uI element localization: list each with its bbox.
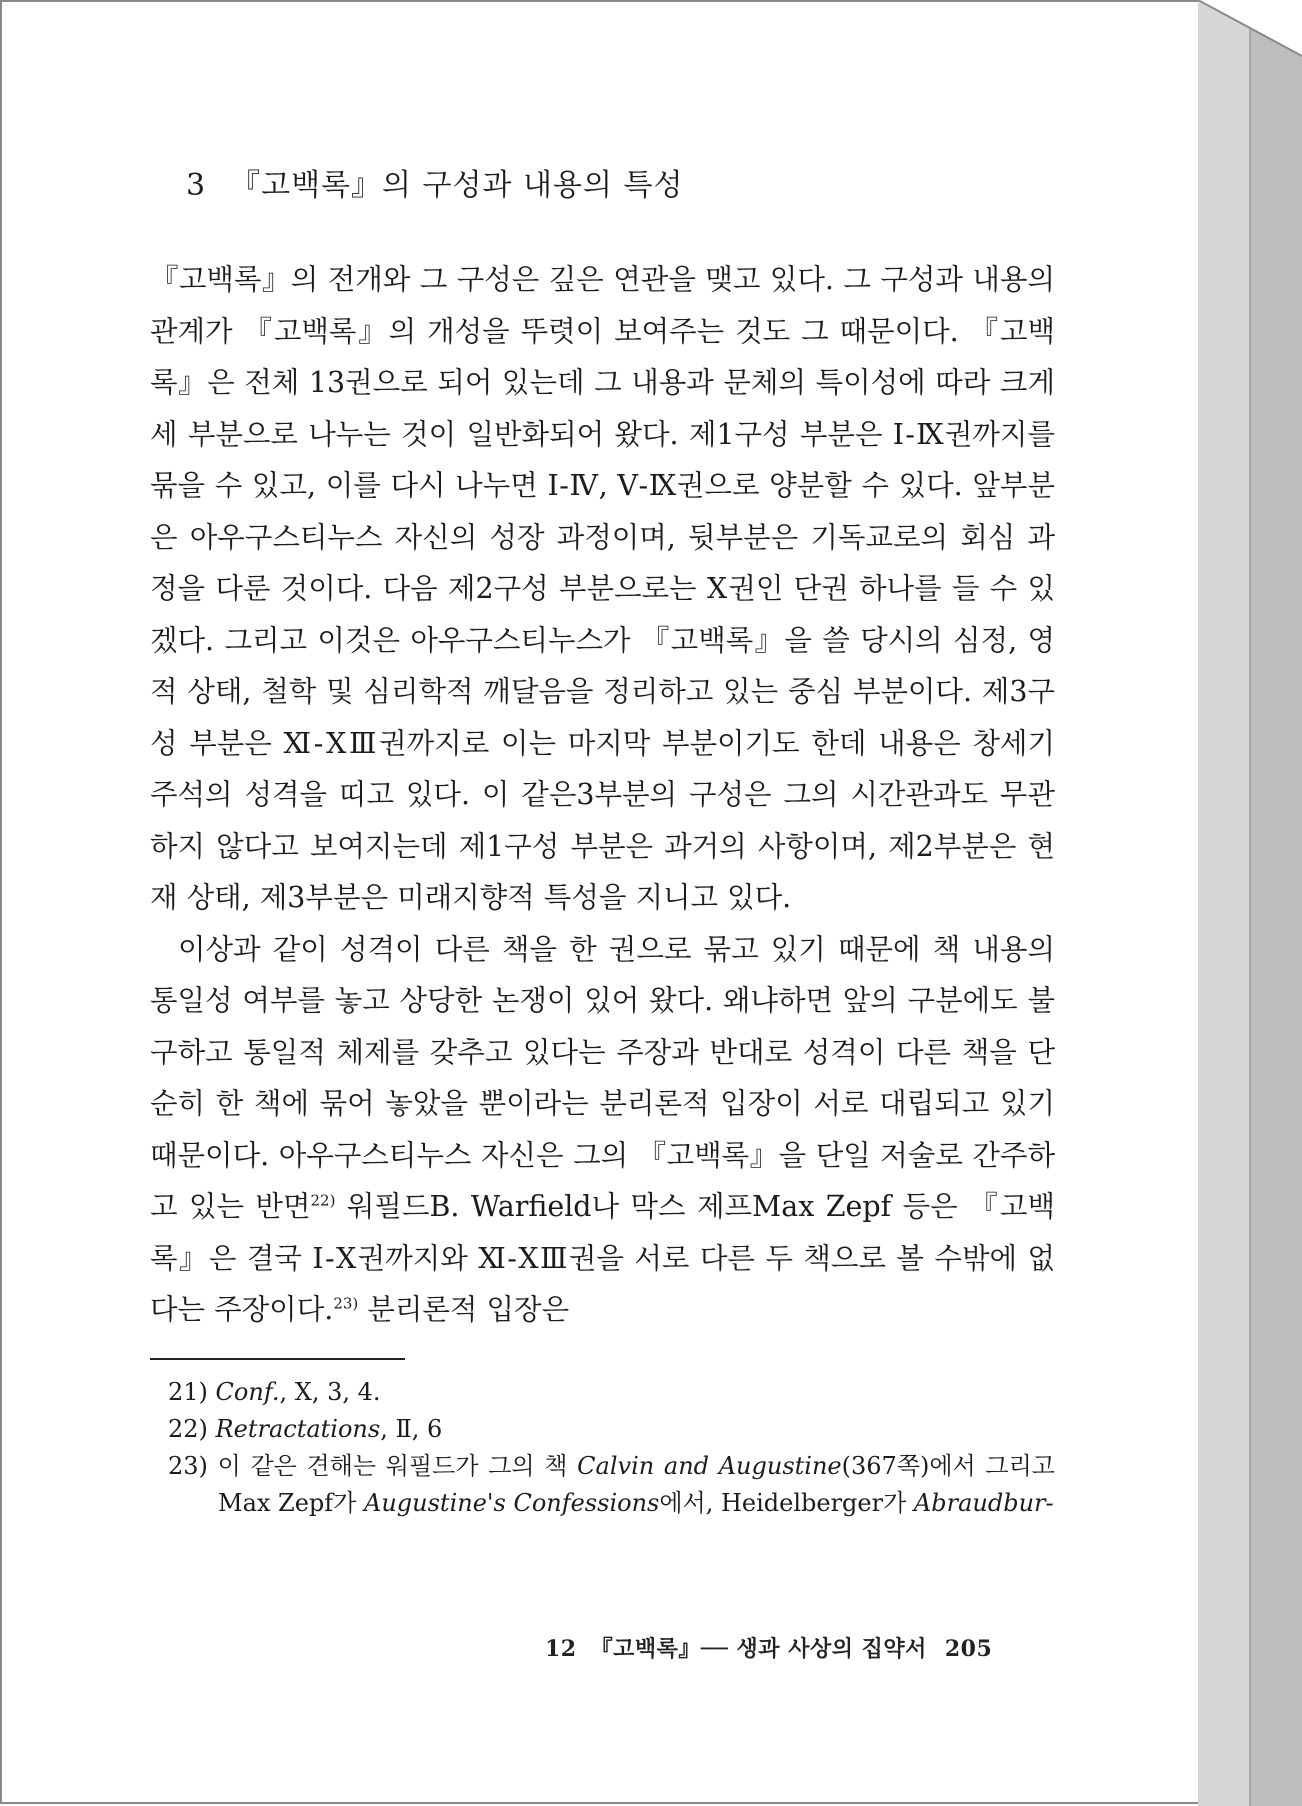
footnote-22-title: Retractations: [215, 1414, 381, 1443]
book-spine: [1198, 0, 1302, 1806]
footnote-23-number: 23): [168, 1451, 208, 1480]
footnote-23: [160, 1448, 1055, 1522]
footnote-ref-22: 22): [310, 1191, 336, 1210]
section-heading: [186, 160, 1055, 204]
chapter-title: 『고백록』── 생과 사상의 집약서: [590, 1636, 927, 1662]
footnote-22-number: 22): [168, 1414, 208, 1443]
running-footer: [545, 1632, 992, 1663]
footnote-21-ref: , Ⅹ, 3, 4.: [279, 1377, 381, 1406]
paragraph-2: [150, 924, 1055, 1336]
footnote-23-book-2: Augustine's Confessions: [364, 1488, 660, 1517]
footnote-divider: [150, 1358, 405, 1360]
page-content: [150, 160, 1055, 1522]
footnote-ref-23: 23): [333, 1294, 359, 1313]
section-number: 3: [186, 168, 207, 203]
section-title: 『고백록』의 구성과 내용의 특성: [230, 168, 684, 203]
spine-fold: [1198, 0, 1250, 1806]
footnote-21: [160, 1374, 1055, 1411]
paragraph-2-part3: 분리론적 입장은: [358, 1293, 570, 1326]
footnote-22: [160, 1411, 1055, 1448]
footnote-23-text-3: 에서, Heidelberger가: [659, 1488, 914, 1517]
footnote-23-text-2: (367쪽)에서 그리고 Max Zepf가: [218, 1451, 1055, 1517]
footnote-21-title: Conf.: [215, 1377, 280, 1406]
chapter-number: 12: [545, 1636, 577, 1662]
spine-side: [1250, 28, 1302, 1806]
paragraph-2-part2: 워필드B. Warfield나 막스 제프Max Zepf 등은 『고백록』은 결국 Ⅰ-Ⅹ권까지와 Ⅺ-ⅩⅢ권을 서로 다른 두 책으로 볼 수밖에 없다는 주장이다.: [150, 1190, 1055, 1326]
footnote-23-text-1: 이 같은 견해는 워필드가 그의 책: [217, 1451, 578, 1480]
footnote-21-number: 21): [168, 1377, 208, 1406]
paragraph-2-part1: 이상과 같이 성격이 다른 책을 한 권으로 묶고 있기 때문에 책 내용의 통일성 여부를 놓고 상당한 논쟁이 있어 왔다. 왜냐하면 앞의 구분에도 불구하고 통일적 체제를 갖추고 있다는 주장과 반대로 성격이 다른 책을 단순히 한 책에 묶어 놓았을 뿐이라는 분리론적 입장이 서로 대립되고 있기 때문이다. 아우구스티누스 자신은 그의 『고백록』을 단일 저술로 간주하고 있는 반면: [150, 932, 1055, 1223]
footnotes: [150, 1374, 1055, 1522]
footnote-23-book-1: Calvin and Augustine: [577, 1451, 842, 1480]
page-number: 205: [944, 1636, 993, 1662]
footnote-23-book-3: Abraudbur-: [913, 1488, 1054, 1517]
footnote-22-ref: , Ⅱ, 6: [380, 1414, 443, 1443]
paragraph-1: 『고백록』의 전개와 그 구성은 깊은 연관을 맺고 있다. 그 구성과 내용의 관계가 『고백록』의 개성을 뚜렷이 보여주는 것도 그 때문이다. 『고백록』은 전체 13권으로 되어 있는데 그 내용과 문체의 특이성에 따라 크게 세 부분으로 나누는 것이 일반화되어 왔다. 제1구성 부분은 Ⅰ-Ⅸ권까지를 묶을 수 있고, 이를 다시 나누면 Ⅰ-Ⅳ, Ⅴ-Ⅸ권으로 양분할 수 있다. 앞부분은 아우구스티누스 자신의 성장 과정이며, 뒷부분은 기독교로의 회심 과정을 다룬 것이다. 다음 제2구성 부분으로는 Ⅹ권인 단권 하나를 들 수 있겠다. 그리고 이것은 아우구스티누스가 『고백록』을 쓸 당시의 심정, 영적 상태, 철학 및 심리학적 깨달음을 정리하고 있는 중심 부분이다. 제3구성 부분은 Ⅺ-ⅩⅢ권까지로 이는 마지막 부분이기도 한데 내용은 창세기 주석의 성격을 띠고 있다. 이 같은3부분의 구성은 그의 시간관과도 무관하지 않다고 보여지는데 제1구성 부분은 과거의 사항이며, 제2부분은 현재 상태, 제3부분은 미래지향적 특성을 지니고 있다.: [150, 263, 1055, 914]
